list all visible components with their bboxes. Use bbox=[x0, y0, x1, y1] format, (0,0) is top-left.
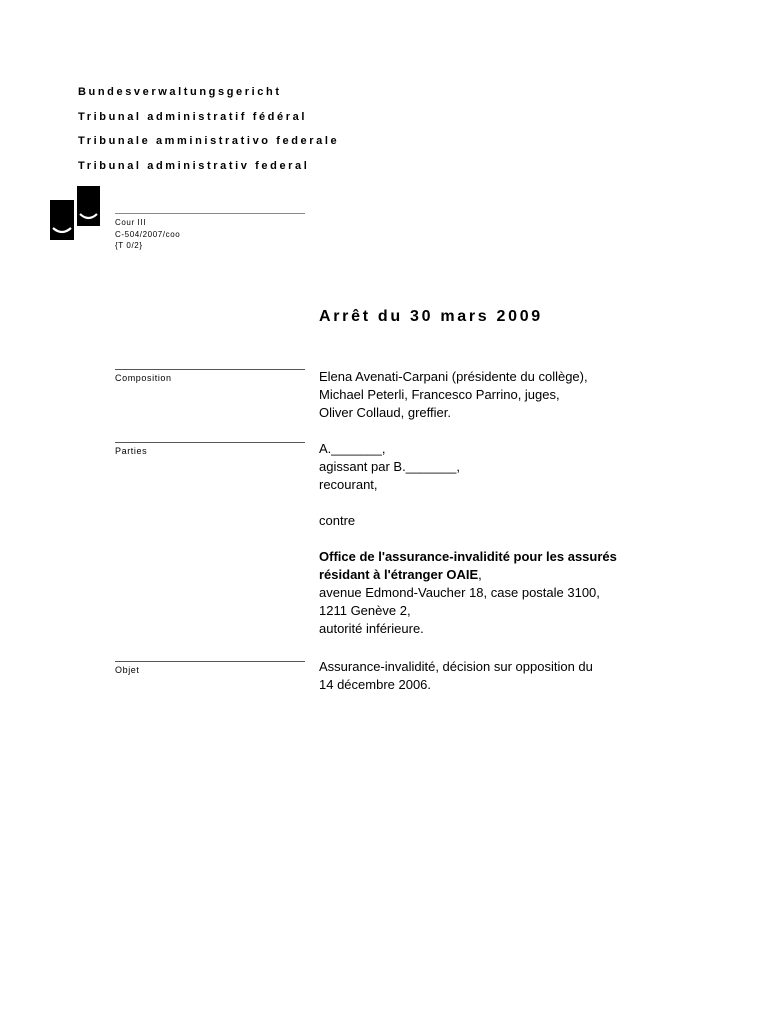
versus-text: contre bbox=[319, 513, 356, 528]
object-line: 14 décembre 2006. bbox=[319, 677, 432, 692]
court-names-header bbox=[78, 80, 339, 178]
respondent-role: autorité inférieure. bbox=[319, 621, 424, 636]
appellant-name: A._______, bbox=[319, 441, 386, 456]
court-name-romansh: Tribunal administrativ federal bbox=[78, 159, 310, 172]
document-code: {T 0/2} bbox=[115, 241, 143, 250]
object-line: Assurance-invalidité, décision sur opposition du bbox=[319, 659, 593, 674]
object-content bbox=[319, 658, 739, 694]
respondent-name-line2-bold: résidant à l'étranger OAIE bbox=[319, 567, 479, 582]
parties-content bbox=[319, 440, 739, 638]
composition-line: Elena Avenati-Carpani (présidente du collège), bbox=[319, 369, 588, 384]
respondent-name-line2-rest: , bbox=[478, 567, 482, 582]
composition-line: Oliver Collaud, greffier. bbox=[319, 405, 451, 420]
case-reference bbox=[115, 213, 305, 252]
case-number: C-504/2007/coo bbox=[115, 229, 181, 239]
respondent-address-line2: 1211 Genève 2, bbox=[319, 603, 411, 618]
composition-label: Composition bbox=[115, 373, 172, 383]
judgment-title: Arrêt du 30 mars 2009 bbox=[319, 308, 543, 325]
respondent-name-line1: Office de l'assurance-invalidité pour les assurés bbox=[319, 549, 617, 564]
court-name-german: Bundesverwaltungsgericht bbox=[78, 86, 282, 98]
composition-line: Michael Peterli, Francesco Parrino, juges, bbox=[319, 387, 560, 402]
court-name-italian: Tribunale amministrativo federale bbox=[78, 135, 340, 147]
appellant-representative: agissant par B._______, bbox=[319, 459, 460, 474]
respondent-address-line1: avenue Edmond-Vaucher 18, case postale 3100, bbox=[319, 585, 600, 600]
appellant-role: recourant, bbox=[319, 477, 378, 492]
court-name-french: Tribunal administratif fédéral bbox=[78, 110, 307, 123]
court-division: Cour III bbox=[115, 218, 147, 227]
object-label-block bbox=[115, 661, 305, 675]
parties-label: Parties bbox=[115, 446, 148, 456]
swiss-federal-court-logo-icon bbox=[50, 186, 100, 240]
object-label: Objet bbox=[115, 665, 140, 675]
composition-content bbox=[319, 368, 739, 422]
respondent-name-line2 bbox=[319, 566, 739, 584]
parties-label-block bbox=[115, 442, 305, 456]
composition-label-block bbox=[115, 369, 305, 383]
